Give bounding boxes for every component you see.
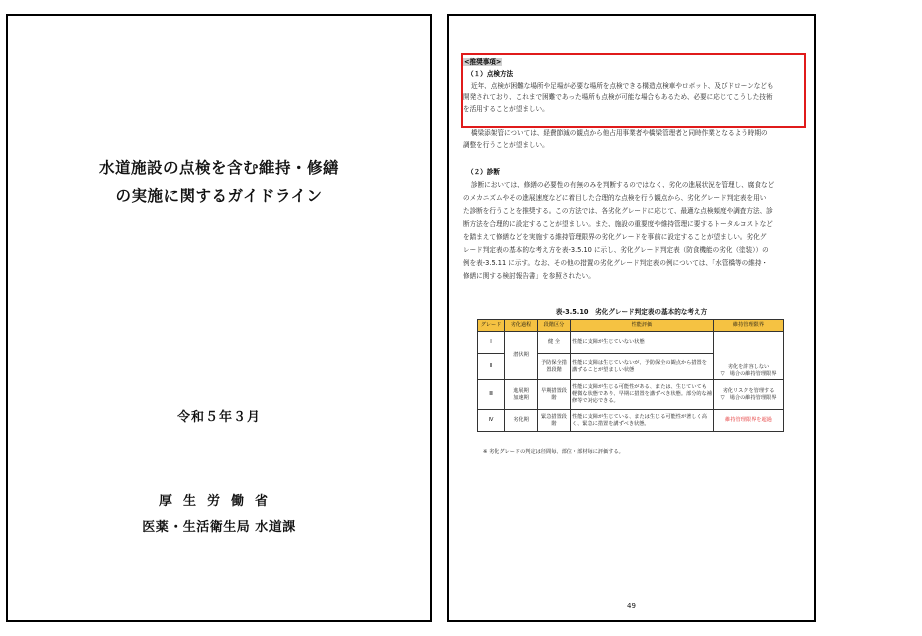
grade-cell: Ⅲ [478, 380, 505, 410]
paragraph-line: を踏まえて修繕などを実施する維持管理限界の劣化グレードを事前に設定することが望ましい。劣化グ [463, 233, 767, 241]
table-row [478, 380, 784, 410]
stage-cell: 健 全 [538, 332, 571, 354]
paragraph-line: 近年、点検が困難な場所や足場が必要な場所を点検できる構造点検車やロボット、及びドローンなども [471, 82, 774, 90]
paragraph-line: 例を表-3.5.11 に示す。なお、その他の措置の劣化グレード判定表の例については、「水管橋等の維持・ [463, 259, 769, 267]
cover-bureau: 医薬・生活衛生局 水道課 [142, 520, 296, 535]
paragraph-line: 橋梁添架管については、経費節減の観点から他占用事業者や橋梁管理者と同時作業となるよう時期の [471, 129, 768, 137]
paragraph-line: 診断においては、修繕の必要性の有無のみを判断するのではなく、劣化の進展状況を管理し、腐食など [471, 181, 775, 189]
cover-title: 水道施設の点検を含む維持・修繕 の実施に関するガイドライン [98, 159, 339, 205]
limit-cell: 劣化リスクを管理する ▽ 場合の維持管理限界 [714, 380, 784, 410]
grade-cell: Ⅰ [478, 332, 505, 354]
sec2-heading: （２）診断 [467, 168, 500, 176]
grade-cell: Ⅱ [478, 354, 505, 380]
eval-cell: 性能に支障が生じる可能性がある、または、生じていても軽微な状態であり、早期に措置を講ずべき状態。部分的な補修等で対応できる。 [571, 380, 714, 410]
cover-page [6, 14, 432, 622]
recommend-tag: <推奨事項> [464, 58, 502, 66]
table-header: 性能評価 [571, 320, 714, 332]
table-title: 表-3.5.10 劣化グレード判定表の基本的な考え方 [555, 308, 708, 316]
process-cell: 劣化期 [505, 410, 538, 432]
paragraph-line: た診断を行うことを推奨する。この方法では、各劣化グレードに応じて、最適な点検頻度や調査方法、診 [463, 207, 773, 215]
paragraph-line: 断方法を合理的に設定することが望ましい。また、施設の重要度や維持管理に要するトータルコストなど [463, 220, 773, 228]
process-cell: 進展期 加速期 [505, 380, 538, 410]
table-header-row [478, 320, 784, 332]
paragraph-line: 修繕に関する検討報告書」を参照されたい。 [463, 272, 595, 280]
limit-cell: 維持管理限界を超過 [714, 410, 784, 432]
table-note: ※ 劣化グレードの判定は径間毎、部位・部材毎に評価する。 [483, 449, 624, 455]
grade-cell: Ⅳ [478, 410, 505, 432]
content-page [447, 14, 816, 622]
table-row [478, 410, 784, 432]
table-header: グレード [478, 320, 505, 332]
stage-cell: 緊急措置段階 [538, 410, 571, 432]
page-number: 49 [627, 602, 636, 610]
paragraph-line: 調整を行うことが望ましい。 [463, 141, 549, 149]
cover-date: 令和５年３月 [176, 410, 261, 425]
paragraph-line: を活用することが望ましい。 [463, 105, 549, 112]
process-cell: 潜伏期 [505, 332, 538, 380]
grade-table [477, 319, 784, 432]
table-row [478, 332, 784, 354]
eval-cell: 性能に支障は生じていないが、予防保全の観点から措置を講ずることが望ましい状態 [571, 354, 714, 380]
eval-cell: 性能に支障が生じていない状態 [571, 332, 714, 354]
table-header: 劣化過程 [505, 320, 538, 332]
table-header: 段階区分 [538, 320, 571, 332]
paragraph-line: レード判定表の基本的な考え方を表-3.5.10 に示し、劣化グレード判定表（防食機能の劣化（塗装））の [463, 246, 769, 254]
sec1-heading: （１）点検方法 [467, 70, 514, 78]
stage-cell: 早期措置段階 [538, 380, 571, 410]
limit-cell: 劣化を許容しない ▽ 場合の維持管理限界 [714, 332, 784, 380]
eval-cell: 性能に支障が生じている、または生じる可能性が著しく高く、緊急に措置を講ずべき状態。 [571, 410, 714, 432]
paragraph-line: 開発されており、これまで困難であった場所も点検が可能な場合もあるため、必要に応じてこうした技術 [463, 93, 773, 101]
table-header: 維持管理限界 [714, 320, 784, 332]
cover-ministry: 厚生労働省 [158, 494, 279, 509]
paragraph-line: のメカニズムやその進展速度などに着目した合理的な点検を行う観点から、劣化グレード判定表を用い [463, 194, 767, 202]
stage-cell: 予防保全措置段階 [538, 354, 571, 380]
